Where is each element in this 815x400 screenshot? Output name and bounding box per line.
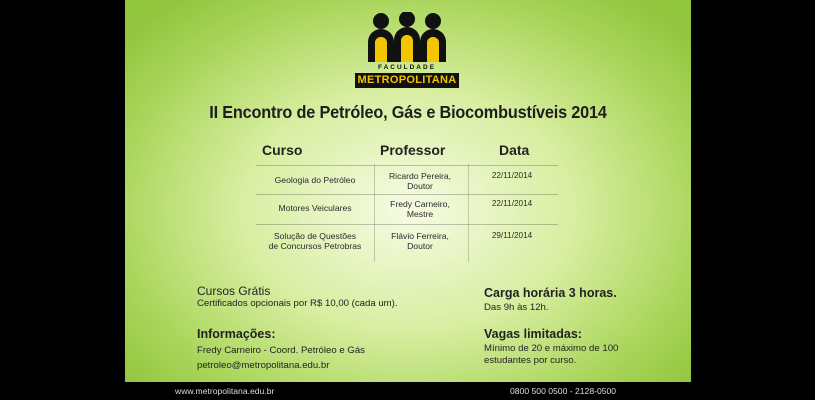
header-curso: Curso — [262, 142, 303, 158]
cell-professor: Fredy Carneiro, Mestre — [390, 199, 450, 219]
table-divider — [256, 194, 558, 195]
event-poster — [125, 0, 691, 382]
cell-curso: Solução de Questões de Concursos Petrobras — [268, 231, 362, 251]
cursos-gratis-title: Cursos Grátis — [197, 284, 271, 298]
informacoes-contact: Fredy Carneiro - Coord. Petróleo e Gás — [197, 345, 365, 356]
footer-website[interactable]: www.metropolitana.edu.br — [175, 386, 275, 396]
informacoes-email[interactable]: petroleo@metropolitana.edu.br — [197, 360, 330, 371]
cursos-gratis-text: Certificados opcionais por R$ 10,00 (cada um). — [197, 298, 398, 309]
informacoes-title: Informações: — [197, 327, 276, 341]
vagas-title: Vagas limitadas: — [484, 327, 582, 341]
carga-horaria-text: Das 9h às 12h. — [484, 302, 549, 313]
cell-data: 29/11/2014 — [491, 231, 533, 240]
header-professor: Professor — [380, 142, 446, 158]
cell-data: 22/11/2014 — [491, 171, 533, 180]
cell-curso: Geologia do Petróleo — [274, 175, 356, 185]
faculdade-metropolitana-logo — [351, 12, 463, 92]
event-title: II Encontro de Petróleo, Gás e Biocombustíveis 2014 — [209, 102, 607, 122]
vagas-text-line: estudantes por curso. — [484, 355, 577, 366]
carga-horaria-block — [484, 286, 617, 314]
people-logo-icon — [351, 12, 463, 64]
footer-phones: 0800 500 0500 - 2128-0500 — [510, 386, 617, 396]
footer-bar — [0, 382, 815, 400]
informacoes-block — [197, 327, 365, 372]
logo-subtitle: FACULDADE — [377, 64, 437, 71]
table-divider — [256, 165, 558, 166]
logo-name: METROPOLITANA — [355, 73, 459, 88]
table-divider — [256, 224, 558, 225]
cell-professor: Ricardo Pereira, Doutor — [388, 171, 452, 191]
cursos-gratis-block — [197, 284, 398, 310]
vagas-block — [484, 327, 618, 367]
carga-horaria-title: Carga horária 3 horas. — [484, 286, 617, 300]
vagas-text-line: Mínimo de 20 e máximo de 100 — [484, 343, 619, 354]
cell-curso: Motores Veiculares — [278, 203, 352, 213]
cell-professor: Flávio Ferreira, Doutor — [391, 231, 449, 251]
cell-data: 22/11/2014 — [491, 199, 533, 208]
header-data: Data — [499, 142, 530, 158]
